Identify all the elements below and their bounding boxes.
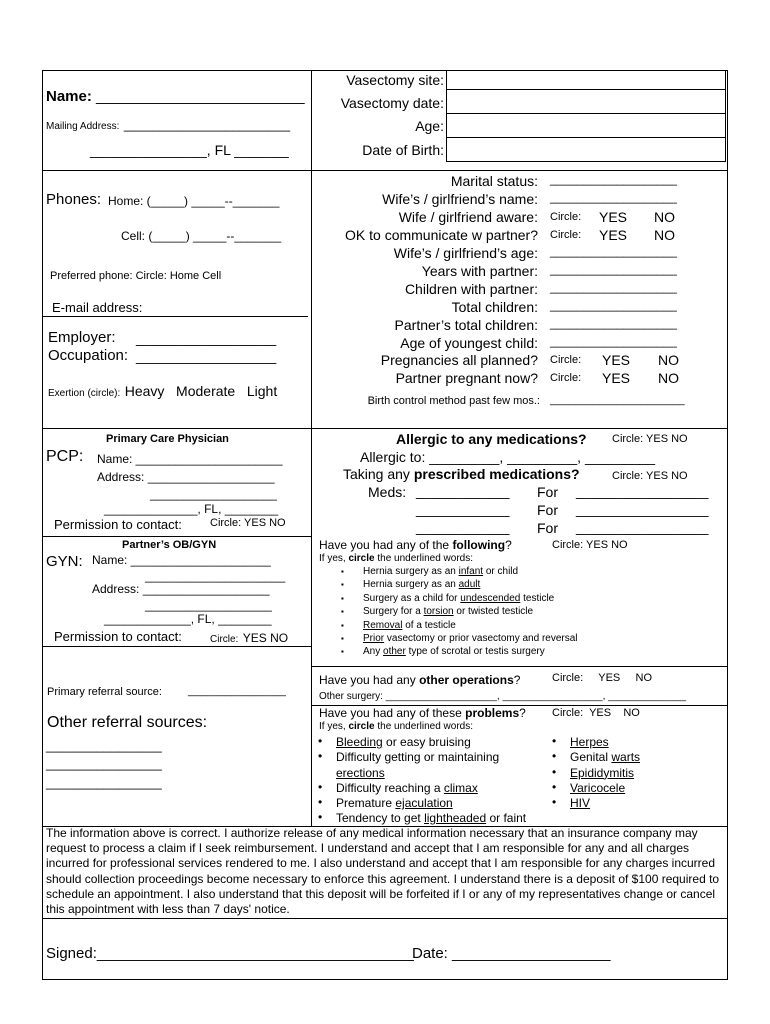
pcp-permission-label: Permission to contact:: [54, 517, 182, 532]
item-underlined-word[interactable]: erections: [336, 766, 385, 780]
item-underlined-word[interactable]: Epididymitis: [570, 765, 635, 780]
for-blank[interactable]: _________________: [576, 519, 709, 535]
following-question-pre: Have you had any of the: [319, 538, 453, 552]
marital-row-label: Total children:: [451, 299, 538, 315]
other-referral-blank-2[interactable]: ________________: [46, 756, 162, 771]
pcp-permission-circle[interactable]: Circle: YES NO: [210, 517, 286, 529]
marital-row-blank[interactable]: ___________________: [550, 280, 677, 294]
center-divider: [311, 70, 312, 826]
marital-row-blank[interactable]: ___________________: [550, 334, 677, 348]
item-text: Surgery for a: [363, 606, 424, 618]
item-text: Any: [363, 646, 384, 658]
marital-row-blank[interactable]: ___________________: [550, 190, 677, 204]
following-question-post: ?: [505, 538, 512, 552]
occupation-blank[interactable]: __________________: [136, 348, 277, 364]
item-text: or faint: [486, 811, 527, 825]
item-underlined-word[interactable]: Varicocele: [570, 780, 626, 795]
marital-row-blank[interactable]: ___________________: [550, 316, 677, 330]
list-item[interactable]: [363, 606, 533, 617]
item-underlined-word[interactable]: Prior: [363, 633, 385, 644]
following-hint-post: the underlined words:: [374, 553, 473, 564]
gyn-permission-label: Permission to contact:: [54, 629, 182, 644]
item-text: Genital: [570, 750, 612, 765]
vasectomy-date-label: Vasectomy date:: [340, 95, 444, 111]
prescribed-bold: prescribed medications?: [413, 466, 580, 482]
pcp-address-field[interactable]: Address: ___________________: [97, 470, 275, 484]
marital-row-label: Wife’s / girlfriend’s age:: [393, 245, 538, 261]
birth-control-label: Birth control method past few mos.:: [367, 395, 540, 407]
marital-row-circle-label: Circle:: [550, 372, 582, 384]
operations-question-bold: other operations: [419, 673, 514, 687]
item-text: of a testicle: [402, 619, 456, 631]
marital-row-circle-label: Circle:: [550, 354, 582, 366]
phones-label: Phones:: [46, 191, 102, 208]
marital-row-no[interactable]: NO: [654, 227, 675, 243]
following-hint-bold: circle: [348, 553, 375, 564]
row-divider-2: [42, 428, 728, 429]
list-item[interactable]: [363, 620, 456, 631]
list-item[interactable]: [363, 566, 518, 577]
problems-circle[interactable]: Circle: YES NO: [552, 707, 640, 719]
email-label: E-mail address:: [52, 300, 143, 315]
mailing-address-label: Mailing Address:: [46, 121, 120, 132]
meds-blank[interactable]: ____________: [416, 519, 510, 535]
item-underlined-word[interactable]: HIV: [570, 796, 591, 811]
mailing-address-blank: _______________________: [123, 117, 291, 132]
vasectomy-site-label: Vasectomy site:: [346, 72, 444, 88]
meds-label: Meds:: [368, 484, 407, 500]
operations-circle[interactable]: Circle: YES NO: [552, 672, 653, 684]
problems-question-post: ?: [519, 706, 526, 720]
primary-referral-blank[interactable]: ________________: [188, 685, 286, 697]
marital-row-blank[interactable]: ___________________: [550, 172, 677, 186]
marital-row-yes[interactable]: YES: [602, 370, 631, 386]
marital-row-label: Marital status:: [450, 173, 538, 189]
other-surgery-field[interactable]: Other surgery: ____________________, __________________, ______________: [319, 691, 687, 702]
list-item[interactable]: [363, 646, 545, 657]
problems-hint-bold: circle: [348, 721, 375, 732]
problem-item[interactable]: [336, 781, 478, 795]
row-divider-pcp: [42, 536, 312, 537]
state-text: FL: [214, 142, 231, 158]
marital-row-label: Partner’s total children:: [394, 317, 538, 333]
item-underlined-word[interactable]: Removal: [363, 619, 403, 631]
pcp-heading: Primary Care Physician: [106, 433, 229, 445]
name-field[interactable]: [46, 88, 305, 105]
exertion-field[interactable]: [48, 383, 277, 401]
marital-row-label: Pregnancies all planned?: [380, 352, 538, 368]
following-hint: [319, 553, 473, 564]
other-referral-blank-1[interactable]: ________________: [46, 738, 162, 753]
item-text: Hernia surgery as an: [363, 566, 459, 577]
name-blank: _________________________: [96, 88, 305, 105]
dob-label: Date of Birth:: [362, 142, 444, 158]
problems-question-pre: Have you had any of these: [319, 706, 466, 720]
problem-item[interactable]: [570, 796, 590, 810]
exertion-options: Heavy Moderate Light: [124, 383, 278, 399]
dob-field[interactable]: [446, 137, 726, 162]
list-item[interactable]: [363, 579, 480, 590]
problems-question-bold: problems: [465, 706, 520, 720]
marital-row-label: Years with partner:: [421, 263, 538, 279]
name-label: Name:: [46, 88, 92, 105]
list-item[interactable]: [363, 633, 578, 644]
marital-row-blank[interactable]: ___________________: [550, 244, 677, 258]
following-circle[interactable]: Circle: YES NO: [552, 539, 628, 551]
item-underlined-word[interactable]: warts: [611, 750, 641, 765]
gyn-label: GYN:: [46, 553, 83, 570]
marital-row-circle-label: Circle:: [550, 229, 582, 241]
age-label: Age:: [415, 118, 444, 134]
marital-row-blank[interactable]: ___________________: [550, 262, 677, 276]
item-text: testicle: [520, 592, 555, 604]
for-label: For: [537, 502, 558, 518]
marital-row-label: Children with partner:: [404, 281, 538, 297]
gyn-name2-field[interactable]: _____________________: [145, 569, 286, 583]
row-divider-signature: [42, 918, 728, 919]
home-phone-field[interactable]: Home: (_____) _____--_______: [108, 194, 280, 208]
prescribed-circle[interactable]: Circle: YES NO: [612, 470, 688, 482]
item-text: or easy bruising: [382, 735, 471, 749]
item-text: or child: [483, 566, 519, 577]
item-underlined-word[interactable]: ejaculation: [395, 796, 453, 810]
problem-item[interactable]: [570, 781, 625, 795]
birth-control-blank[interactable]: ______________________: [550, 394, 685, 406]
item-underlined-word[interactable]: adult: [458, 579, 481, 591]
item-underlined-word[interactable]: Bleeding: [336, 735, 383, 749]
problems-hint: [319, 721, 473, 732]
marital-row-blank[interactable]: ___________________: [550, 298, 677, 312]
marital-row-no[interactable]: NO: [658, 370, 679, 386]
email-underline: [42, 316, 308, 317]
item-underlined-word[interactable]: Herpes: [570, 735, 609, 749]
age-field[interactable]: [446, 113, 726, 138]
problems-hint-post: the underlined words:: [374, 721, 473, 732]
cell-phone-field[interactable]: Cell: (_____) _____--_______: [121, 229, 282, 243]
problem-item[interactable]: [570, 766, 634, 780]
marital-row-circle-label: Circle:: [550, 211, 582, 223]
problem-item[interactable]: [336, 766, 385, 780]
occupation-label: Occupation:: [48, 347, 129, 364]
row-divider-1: [42, 170, 728, 171]
prescribed-label: [343, 466, 580, 482]
meds-blank[interactable]: ____________: [416, 501, 510, 517]
employer-label: Employer:: [48, 329, 116, 346]
exertion-label: Exertion (circle):: [48, 388, 121, 399]
email-field[interactable]: [52, 300, 142, 315]
problem-item[interactable]: [336, 796, 453, 810]
gyn-circle-label: Circle:: [210, 634, 239, 645]
problems-hint-pre: If yes,: [319, 721, 349, 732]
item-text: or twisted testicle: [453, 606, 534, 618]
signature-field[interactable]: Signed:______________________________________: [46, 945, 414, 962]
item-underlined-word[interactable]: torsion: [423, 606, 454, 618]
item-text: Difficulty reaching a: [336, 781, 444, 795]
list-item[interactable]: [363, 593, 554, 604]
vasectomy-date-field[interactable]: [446, 89, 726, 114]
marital-row-label: OK to communicate w partner?: [345, 227, 538, 243]
consent-text: The information above is correct. I authorize release of any medical information necessary that an insurance company may request to process a claim if I seek reimbursement. I understand and accept that I am responsible for any and all charges incurred for professional services rendered to me. I also understand and accept that I am responsible for any charges incurred should collection proceedings become necessary to enforce this agreement. I understand there is a deposit of $100 required to schedule an appointment. I also understand that this deposit will be forfeited if I or any of my representatives change or cancel this appointment with less than 7 days' notice.: [46, 826, 720, 917]
prescribed-pre: Taking any: [343, 466, 414, 482]
primary-referral-label: Primary referral source:: [47, 686, 162, 698]
meds-blank[interactable]: ____________: [416, 483, 510, 499]
item-underlined-word[interactable]: infant: [458, 566, 484, 577]
gyn-address-field[interactable]: Address: ___________________: [92, 582, 270, 596]
gyn-city-field[interactable]: _____________, FL, ________: [104, 612, 272, 626]
for-blank[interactable]: _________________: [576, 501, 709, 517]
problem-item[interactable]: [336, 811, 526, 825]
following-hint-pre: If yes,: [319, 553, 349, 564]
operations-question-post: ?: [513, 673, 521, 687]
item-underlined-word[interactable]: other: [383, 646, 406, 658]
allergic-circle[interactable]: Circle: YES NO: [612, 433, 688, 445]
operations-question-pre: Have you had any: [319, 673, 420, 687]
item-text: Surgery as a child for: [363, 592, 461, 604]
pcp-name-field[interactable]: Name: ______________________: [97, 452, 283, 466]
date-field[interactable]: Date: ___________________: [412, 945, 611, 962]
zip-blank: _______: [234, 142, 289, 158]
other-referral-label: Other referral sources:: [47, 714, 208, 731]
item-text: Hernia surgery as an: [363, 579, 459, 591]
marital-row-label: Partner pregnant now?: [395, 370, 538, 386]
pcp-city-field[interactable]: ______________, FL, ________: [104, 502, 279, 516]
employer-blank[interactable]: __________________: [136, 330, 277, 346]
other-referral-blank-3[interactable]: ________________: [46, 775, 162, 790]
for-blank[interactable]: _________________: [576, 483, 709, 499]
following-question: [319, 538, 512, 552]
vasectomy-site-field[interactable]: [446, 70, 726, 90]
operations-question: [319, 673, 520, 687]
item-text: vasectomy or prior vasectomy and reversal: [384, 633, 578, 644]
marital-row-label: Wife’s / girlfriend’s name:: [382, 191, 538, 207]
for-label: For: [537, 484, 558, 500]
pcp-address2-field[interactable]: ___________________: [150, 487, 277, 501]
for-label: For: [537, 520, 558, 536]
problem-item[interactable]: [570, 735, 609, 749]
following-question-bold: following: [452, 538, 506, 552]
gyn-permission-circle[interactable]: [210, 629, 288, 647]
allergic-to-field[interactable]: Allergic to: _________, _________, _________: [360, 449, 656, 465]
gyn-address2-field[interactable]: ___________________: [145, 598, 272, 612]
item-underlined-word[interactable]: climax: [443, 781, 478, 795]
pcp-label: PCP:: [46, 448, 84, 465]
item-underlined-word[interactable]: lightheaded: [424, 811, 487, 825]
allergic-label: Allergic to any medications?: [396, 431, 587, 447]
marital-row-no[interactable]: NO: [658, 352, 679, 368]
marital-row-yes[interactable]: YES: [602, 352, 631, 368]
gyn-name-field[interactable]: Name: _____________________: [92, 553, 271, 567]
item-text: type of scrotal or testis surgery: [405, 646, 545, 658]
gyn-yes-no: YES NO: [242, 631, 289, 645]
preferred-phone[interactable]: Preferred phone: Circle: Home Cell: [50, 270, 222, 282]
problem-item[interactable]: [336, 735, 471, 749]
gyn-heading: Partner’s OB/GYN: [122, 539, 217, 551]
problem-item[interactable]: [336, 750, 499, 764]
marital-row-label: Age of youngest child:: [400, 335, 538, 351]
item-underlined-word[interactable]: undescended: [460, 592, 521, 604]
marital-row-yes[interactable]: YES: [599, 227, 628, 243]
city-blank: _______________: [90, 142, 207, 158]
problems-question: [319, 706, 526, 720]
marital-row-no[interactable]: NO: [654, 209, 675, 225]
item-text: Difficulty getting or maintaining: [336, 750, 500, 764]
item-text: Tendency to get: [336, 811, 425, 825]
row-divider-following: [311, 666, 728, 667]
city-state-zip-field[interactable]: _______________, FL _______: [90, 142, 289, 158]
item-text: Premature: [336, 796, 396, 810]
marital-row-yes[interactable]: YES: [599, 209, 628, 225]
marital-row-label: Wife / girlfriend aware:: [398, 209, 538, 225]
mailing-address-field[interactable]: [46, 116, 290, 134]
problem-item[interactable]: [570, 750, 640, 764]
